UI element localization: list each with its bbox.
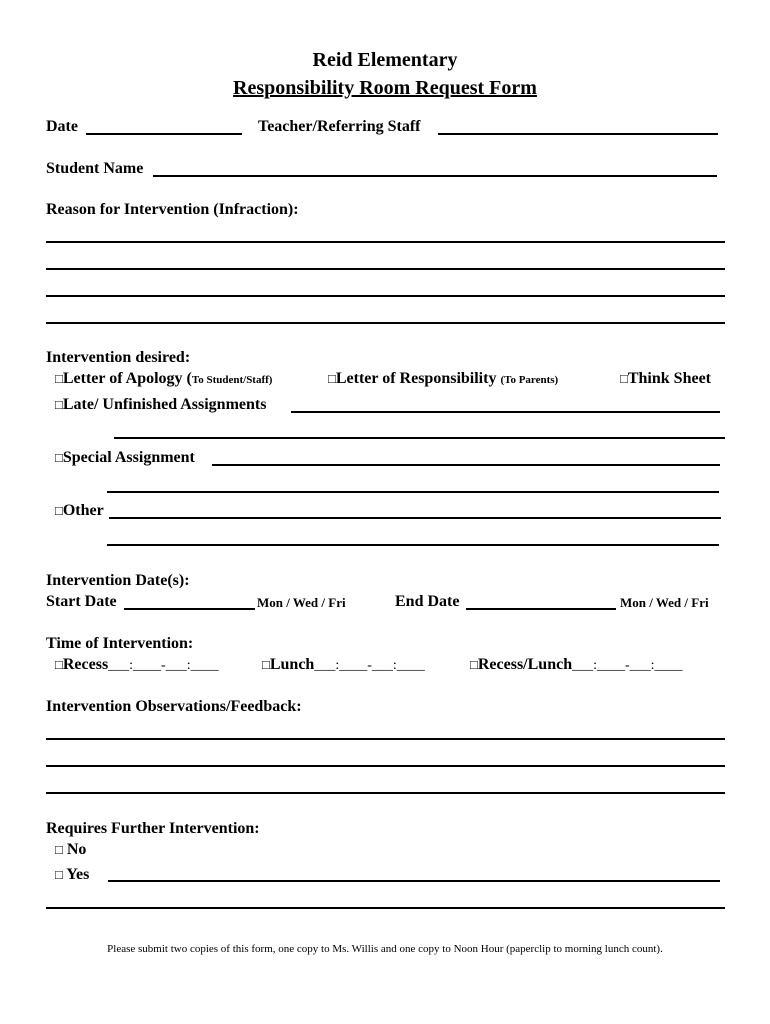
other-label: Other (62, 502, 104, 519)
checkbox-icon[interactable]: □ (55, 371, 63, 386)
apology-label: Letter of Apology ( (62, 370, 192, 387)
checkbox-icon[interactable]: □ (470, 657, 478, 672)
school-name: Reid Elementary (312, 49, 458, 71)
lunch-time-field[interactable]: ___:____-___:____ (314, 658, 425, 673)
checkbox-icon[interactable]: □ (328, 371, 336, 386)
special-assignment-field[interactable] (107, 491, 719, 493)
recess-lunch-label: Recess/Lunch (477, 656, 573, 673)
responsibility-label: Letter of Responsibility (335, 370, 497, 387)
checkbox-icon[interactable]: □ (55, 842, 63, 857)
start-days: Mon / Wed / Fri (257, 595, 346, 610)
student-name-field[interactable] (153, 175, 717, 177)
further-yes-field[interactable] (108, 880, 720, 882)
checkbox-icon[interactable]: □ (55, 657, 63, 672)
teacher-field[interactable] (438, 133, 718, 135)
recess-label: Recess (62, 656, 109, 673)
start-date-label: Start Date (46, 593, 117, 610)
late-assignments-label: Late/ Unfinished Assignments (62, 396, 267, 413)
checkbox-icon[interactable]: □ (55, 450, 63, 465)
responsibility-note: (To Parents) (500, 374, 559, 386)
start-date-field[interactable] (124, 608, 255, 610)
further-no-option[interactable] (55, 841, 86, 859)
end-date-field[interactable] (466, 608, 616, 610)
further-intervention-heading: Requires Further Intervention: (46, 820, 260, 837)
form-title: Responsibility Room Request Form (233, 77, 537, 99)
special-assignment-field[interactable] (212, 464, 720, 466)
end-days: Mon / Wed / Fri (620, 595, 709, 610)
further-no-label: No (66, 841, 87, 858)
reason-line[interactable] (46, 322, 725, 324)
intervention-dates-heading: Intervention Date(s): (46, 572, 190, 589)
special-assignment-option[interactable] (55, 449, 195, 467)
special-assignment-label: Special Assignment (62, 449, 195, 466)
checkbox-icon[interactable]: □ (55, 503, 63, 518)
lunch-option[interactable] (262, 656, 425, 674)
checkbox-icon[interactable]: □ (55, 397, 63, 412)
footer-note: Please submit two copies of this form, one copy to Ms. Willis and one copy to Noon Hour (paperclip to morning lunch count). (107, 943, 663, 955)
reason-line[interactable] (46, 241, 725, 243)
observations-line[interactable] (46, 765, 725, 767)
other-option[interactable] (55, 502, 104, 520)
responsibility-option[interactable] (328, 370, 558, 388)
reason-line[interactable] (46, 295, 725, 297)
checkbox-icon[interactable]: □ (262, 657, 270, 672)
checkbox-icon[interactable]: □ (620, 371, 628, 386)
observations-line[interactable] (46, 738, 725, 740)
reason-label: Reason for Intervention (Infraction): (46, 201, 299, 218)
teacher-label: Teacher/Referring Staff (258, 118, 421, 135)
date-field[interactable] (86, 133, 242, 135)
intervention-heading: Intervention desired: (46, 349, 191, 366)
think-sheet-label: Think Sheet (627, 370, 711, 387)
apology-option[interactable] (55, 370, 272, 388)
recess-time-field[interactable]: ___:____-___:____ (108, 658, 219, 673)
further-yes-option[interactable] (55, 866, 89, 884)
recess-option[interactable] (55, 656, 219, 674)
recess-lunch-time-field[interactable]: ___:____-___:____ (572, 658, 683, 673)
other-field[interactable] (109, 517, 721, 519)
lunch-label: Lunch (269, 656, 315, 673)
checkbox-icon[interactable]: □ (55, 867, 63, 882)
reason-line[interactable] (46, 268, 725, 270)
late-assignments-option[interactable] (55, 396, 266, 414)
observations-heading: Intervention Observations/Feedback: (46, 698, 302, 715)
end-date-label: End Date (395, 593, 460, 610)
further-line[interactable] (46, 907, 725, 909)
time-heading: Time of Intervention: (46, 635, 194, 652)
think-sheet-option[interactable] (620, 370, 711, 388)
further-yes-label: Yes (66, 866, 90, 883)
observations-line[interactable] (46, 792, 725, 794)
recess-lunch-option[interactable] (470, 656, 683, 674)
student-name-label: Student Name (46, 160, 144, 177)
late-assignments-field[interactable] (291, 411, 720, 413)
date-label: Date (46, 118, 78, 135)
apology-note: To Student/Staff) (191, 374, 273, 386)
late-assignments-field[interactable] (114, 437, 725, 439)
other-field[interactable] (107, 544, 719, 546)
